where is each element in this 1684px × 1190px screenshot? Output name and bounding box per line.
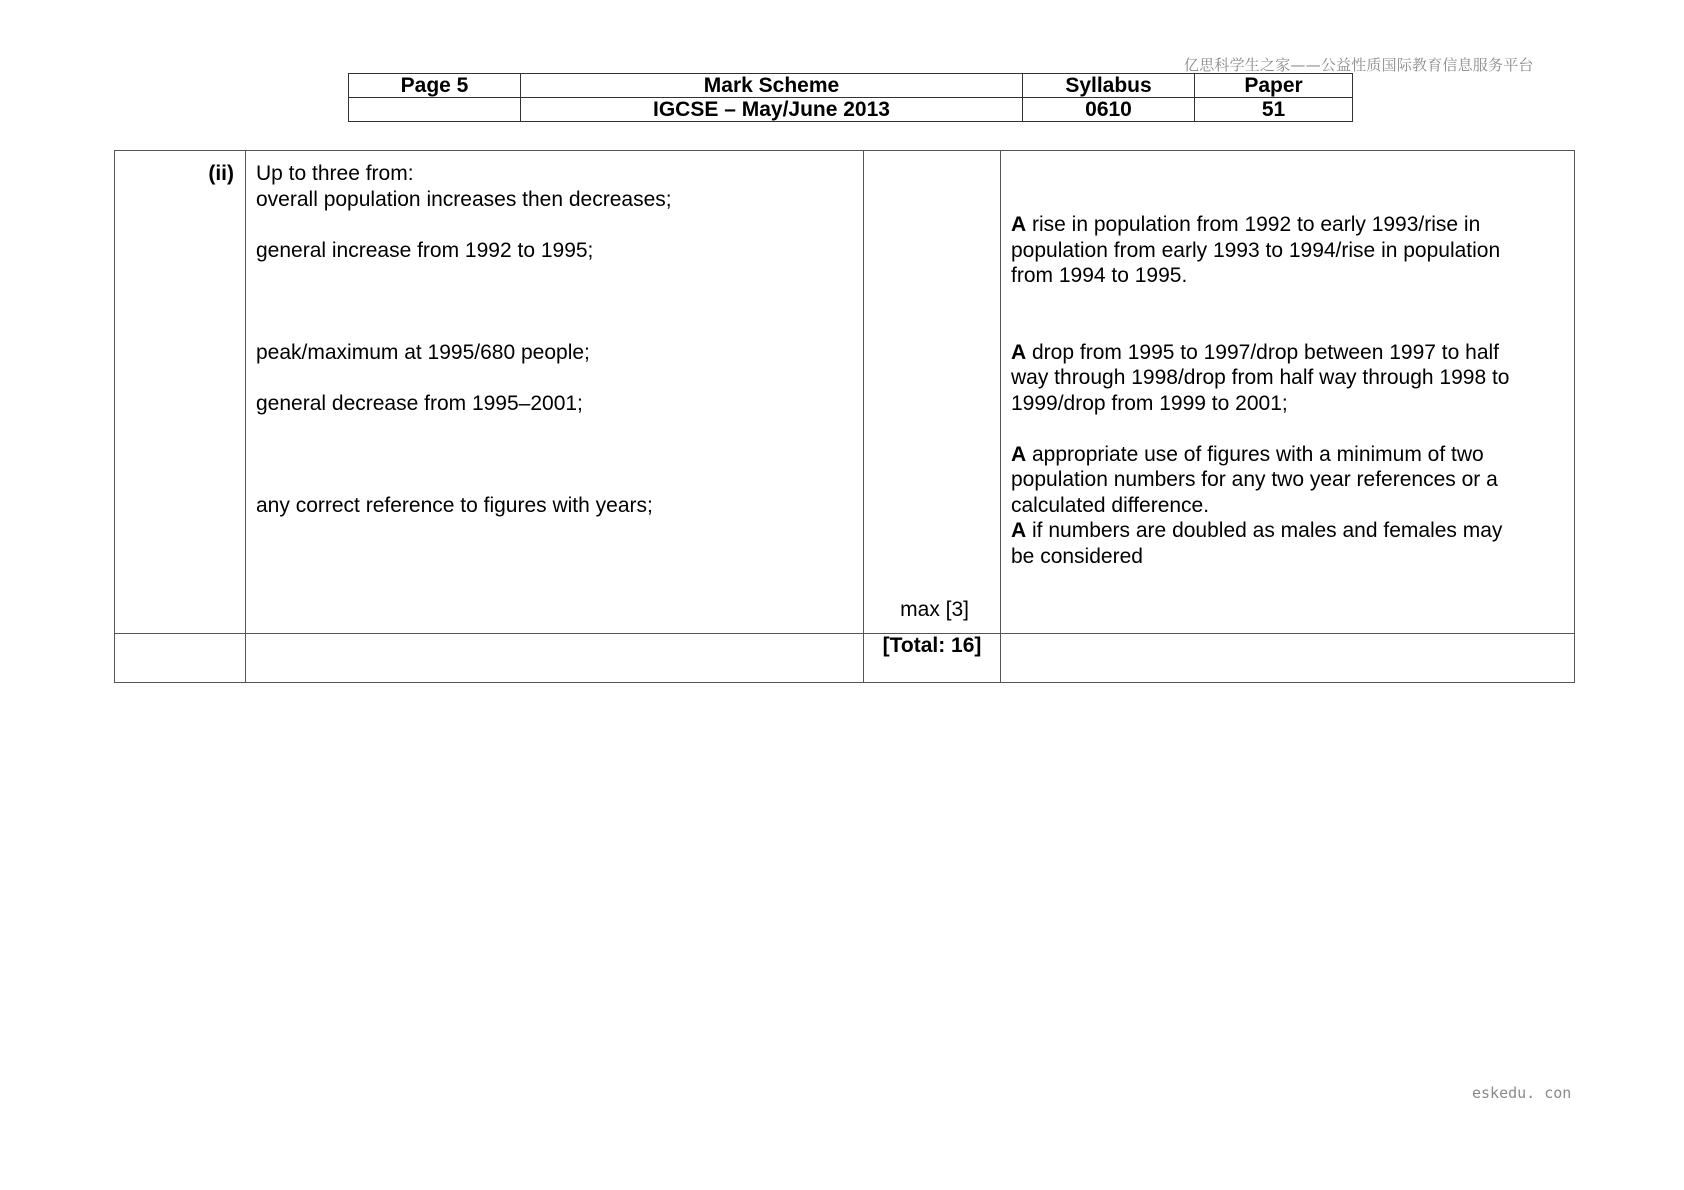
- marks-cell: [864, 151, 1001, 634]
- empty-cell: [115, 634, 246, 683]
- empty-cell: [1001, 634, 1575, 683]
- guidance-note: A rise in population from 1992 to early 1993/rise in population from early 1993 to 1994/rise in population from 1994 to 1995.: [1011, 213, 1501, 287]
- total-marks: [Total: 16]: [864, 634, 1001, 683]
- mark-scheme-label: Mark Scheme: [521, 74, 1023, 98]
- header-table: [348, 73, 1353, 122]
- answer-point: general decrease from 1995–2001;: [256, 391, 583, 415]
- guidance-cell: [1001, 151, 1575, 634]
- watermark-bottom: eskedu. con: [1472, 1084, 1572, 1102]
- accept-marker: A: [1011, 519, 1027, 542]
- page-label: Page 5: [349, 74, 521, 98]
- answer-cell: [246, 151, 864, 634]
- paper-number: 51: [1195, 98, 1353, 122]
- total-row: [115, 634, 1575, 683]
- answer-intro: Up to three from:: [256, 162, 414, 185]
- answer-point: overall population increases then decreases;: [256, 187, 672, 211]
- question-row: [115, 151, 1575, 634]
- accept-marker: A: [1011, 213, 1027, 236]
- exam-title: IGCSE – May/June 2013: [521, 98, 1023, 122]
- empty-cell: [246, 634, 864, 683]
- paper-label: Paper: [1195, 74, 1353, 98]
- answer-point: any correct reference to figures with years;: [256, 493, 653, 517]
- guidance-note: A appropriate use of figures with a minimum of two population numbers for any two year references or a calculated difference.: [1011, 442, 1498, 517]
- syllabus-label: Syllabus: [1023, 74, 1195, 98]
- accept-marker: A: [1011, 340, 1027, 364]
- accept-marker: A: [1011, 442, 1027, 466]
- question-number: (ii): [208, 162, 234, 185]
- empty-header-cell: [349, 98, 521, 122]
- watermark-top: 亿思科学生之家——公益性质国际教育信息服务平台: [1184, 56, 1534, 74]
- guidance-note: A drop from 1995 to 1997/drop between 1997 to half way through 1998/drop from half way through 1998 to 1999/drop from 1999 to 2001;: [1011, 340, 1510, 415]
- answer-point: general increase from 1992 to 1995;: [256, 238, 594, 262]
- guidance-note: A if numbers are doubled as males and females may be considered: [1011, 519, 1503, 568]
- answer-point: peak/maximum at 1995/680 people;: [256, 340, 590, 364]
- max-marks: max [3]: [900, 598, 969, 621]
- mark-scheme-table: [114, 150, 1575, 683]
- syllabus-code: 0610: [1023, 98, 1195, 122]
- question-number-cell: [115, 151, 246, 634]
